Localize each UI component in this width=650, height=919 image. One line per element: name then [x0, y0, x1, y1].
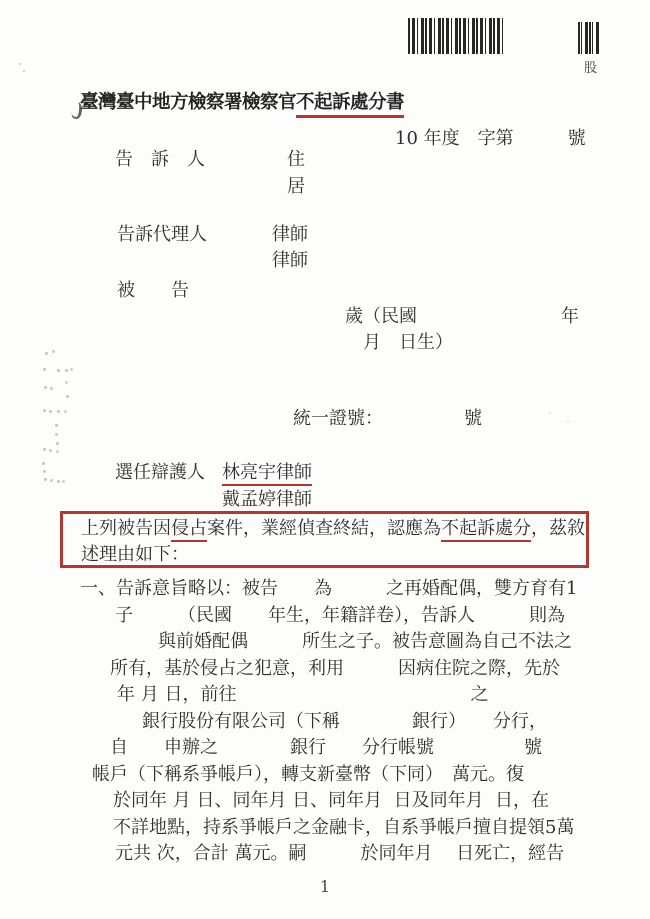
- body-line: 於同年 月 日、同年月 日、同年月 日及同年月 日，在: [113, 790, 550, 811]
- summary-line-2: 述理由如下：: [81, 544, 189, 565]
- summary-disposition-underlined: 不起訴處分: [441, 518, 531, 542]
- body-line: 銀行股份有限公司（下稱 銀行） 分行，: [142, 710, 547, 732]
- body-line: 不詳地點，持系爭帳戶之金融卡，自系爭帳戶擅自提領5萬: [113, 816, 575, 838]
- defendant-label: 被 告: [117, 280, 189, 301]
- summary-line-1: [63, 514, 586, 542]
- body-line: 年 月 日，前往 之: [117, 684, 489, 705]
- summary-seg-3: 案件，業經偵查終結，認應為: [207, 518, 441, 539]
- title-prefix: 臺灣臺中地方檢察署檢察官: [80, 92, 297, 113]
- document-title: [80, 92, 404, 114]
- body-line: 元共 次，合計 萬元。嗣 於同年月 日死亡，經告: [115, 843, 565, 864]
- clerk-section-label: 股: [584, 61, 598, 76]
- summary-annotation-box: [60, 511, 589, 568]
- scan-speck: [19, 63, 21, 65]
- defendant-birthdate-line: 月 日生）: [363, 332, 453, 353]
- barcode-icon: [408, 18, 505, 54]
- agent-label: 告訴代理人: [117, 224, 207, 245]
- unified-id-line: 統一證號： 號: [293, 408, 482, 429]
- body-line: 帳戶（下稱系爭帳戶），轉支新臺幣（下同） 萬元。復: [92, 763, 524, 785]
- barcode-small-icon: [578, 22, 599, 54]
- scan-speck: [549, 412, 551, 414]
- scan-speck: [23, 70, 25, 72]
- summary-seg-1: 上列被告因: [81, 518, 171, 539]
- defender-name-2-text: 戴孟婷律師: [222, 489, 312, 513]
- body-text: [80, 576, 625, 868]
- body-line: 子 （民國 年生，年籍詳卷），告訴人 則為: [115, 604, 565, 626]
- perforation-stamp: [45, 352, 48, 355]
- defendant-age-line: 歲（民國 年: [345, 306, 579, 327]
- residence-label-bottom: 居: [287, 176, 305, 197]
- body-line: 一、告訴意旨略以：被告 為 之再婚配偶，雙方育有1: [80, 578, 578, 599]
- residence-label-top: 住: [287, 149, 305, 170]
- page-number: 1: [319, 877, 331, 896]
- scan-speck: [567, 420, 569, 422]
- body-line: 與前婚配偶 所生之子。被告意圖為自己不法之: [158, 631, 572, 652]
- body-line: 所有，基於侵占之犯意，利用 因病住院之際，先於: [110, 657, 560, 679]
- defender-name-2: [222, 489, 312, 511]
- summary-charge-underlined: 侵占: [171, 518, 207, 542]
- defender-name-1-text: 林亮宇律師: [222, 462, 312, 486]
- body-line: 自 申辦之 銀行 分行帳號 號: [110, 737, 542, 758]
- agent-line-1: 律師: [272, 224, 308, 245]
- defender-name-1: [222, 462, 312, 484]
- summary-seg-5: ，茲敘: [531, 518, 585, 539]
- complainant-label: 告 訴 人: [115, 149, 205, 170]
- title-underlined-part: 不起訴處分書: [296, 92, 404, 118]
- defender-label: 選任辯護人: [115, 462, 205, 483]
- agent-line-2: 律師: [272, 250, 308, 271]
- case-number: 10 年度 字第 號: [395, 128, 586, 149]
